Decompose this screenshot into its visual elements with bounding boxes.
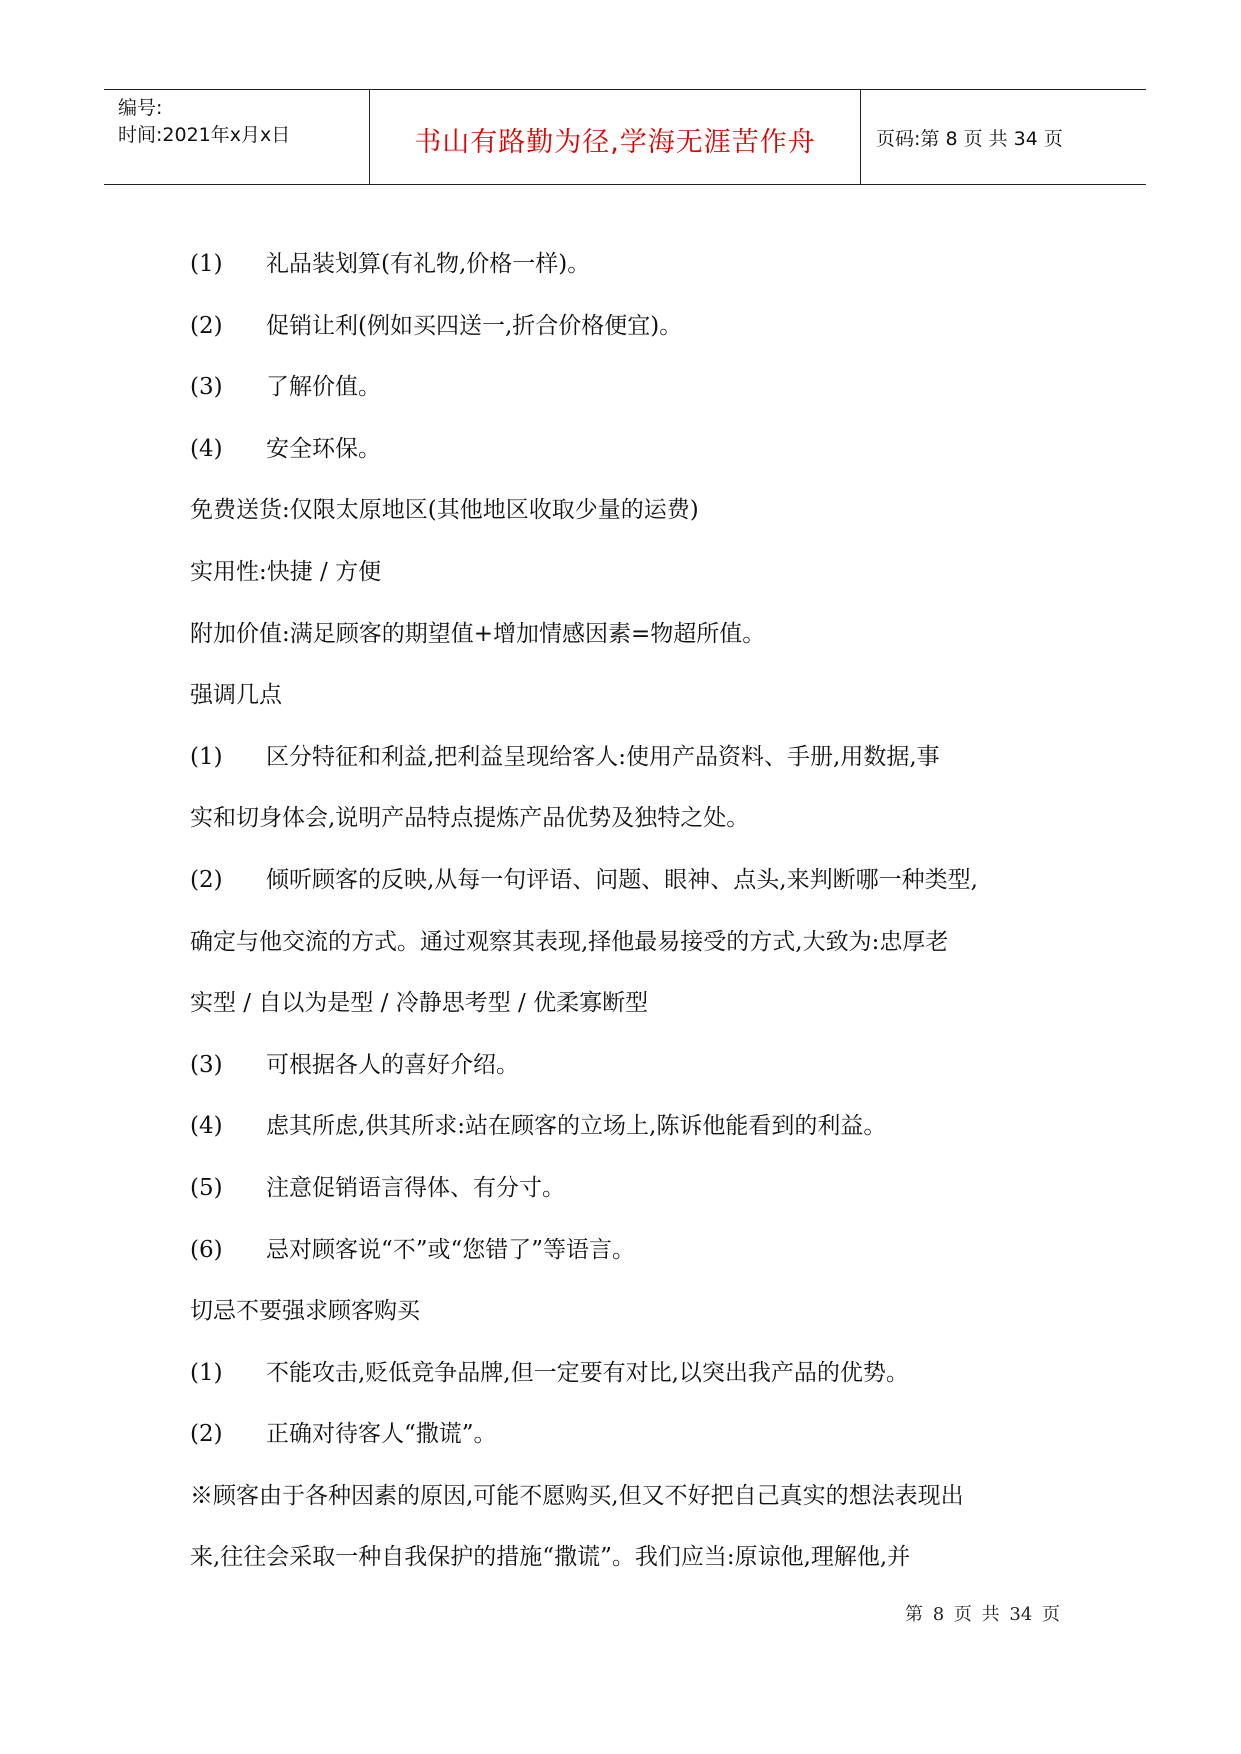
header-page-cell bbox=[861, 90, 1146, 184]
body-line bbox=[190, 480, 1070, 542]
line-text: 实型 / 自以为是型 / 冷静思考型 / 优柔寡断型 bbox=[190, 990, 649, 1017]
list-number: (1) bbox=[190, 743, 223, 770]
line-text: 附加价值:满足顾客的期望值+增加情感因素=物超所值。 bbox=[190, 620, 766, 647]
page-header bbox=[104, 89, 1146, 185]
list-number: (2) bbox=[190, 866, 223, 893]
header-motto: 书山有路勤为径,学海无涯苦作舟 bbox=[414, 127, 816, 158]
list-number: (6) bbox=[190, 1236, 223, 1263]
list-number: (3) bbox=[190, 1051, 223, 1078]
body-line bbox=[190, 419, 1070, 481]
body-line bbox=[190, 1220, 1070, 1282]
body-line bbox=[190, 1404, 1070, 1466]
body-line bbox=[190, 1281, 1070, 1343]
line-text: 区分特征和利益,把利益呈现给客人:使用产品资料、手册,用数据,事 bbox=[266, 743, 940, 770]
line-text: 确定与他交流的方式。通过观察其表现,择他最易接受的方式,大致为:忠厚老 bbox=[190, 928, 949, 955]
body-line bbox=[190, 973, 1070, 1035]
body-line bbox=[190, 604, 1070, 666]
header-motto-cell bbox=[370, 90, 861, 184]
line-text: ※顾客由于各种因素的原因,可能不愿购买,但又不好把自己真实的想法表现出 bbox=[190, 1482, 964, 1509]
document-number-label: 编号: bbox=[118, 97, 163, 119]
line-text: 忌对顾客说“不”或“您错了”等语言。 bbox=[266, 1236, 636, 1263]
body-line bbox=[190, 234, 1070, 296]
body-line bbox=[190, 850, 1070, 912]
line-text: 实和切身体会,说明产品特点提炼产品优势及独特之处。 bbox=[190, 805, 750, 832]
body-line bbox=[190, 296, 1070, 358]
body-line bbox=[190, 727, 1070, 789]
body-line bbox=[190, 1158, 1070, 1220]
list-number: (5) bbox=[190, 1174, 223, 1201]
header-meta-cell bbox=[104, 90, 370, 184]
list-number: (2) bbox=[190, 312, 223, 339]
line-text: 不能攻击,贬低竞争品牌,但一定要有对比,以突出我产品的优势。 bbox=[266, 1359, 909, 1386]
header-page-info: 页码:第 8 页 共 34 页 bbox=[876, 128, 1063, 150]
list-number: (4) bbox=[190, 435, 223, 462]
list-number: (4) bbox=[190, 1113, 223, 1140]
line-text: 切忌不要强求顾客购买 bbox=[190, 1298, 420, 1325]
page-footer: 第 8 页 共 34 页 bbox=[905, 1604, 1060, 1625]
body-line bbox=[190, 542, 1070, 604]
line-text: 强调几点 bbox=[190, 682, 282, 709]
list-number: (1) bbox=[190, 1359, 223, 1386]
body-line bbox=[190, 665, 1070, 727]
body-line bbox=[190, 912, 1070, 974]
body-line bbox=[190, 357, 1070, 419]
line-text: 虑其所虑,供其所求:站在顾客的立场上,陈诉他能看到的利益。 bbox=[266, 1113, 887, 1140]
line-text: 倾听顾客的反映,从每一句评语、问题、眼神、点头,来判断哪一种类型, bbox=[266, 866, 978, 893]
line-text: 注意促销语言得体、有分寸。 bbox=[266, 1174, 565, 1201]
line-text: 安全环保。 bbox=[266, 435, 381, 462]
body-line bbox=[190, 1343, 1070, 1405]
line-text: 礼品装划算(有礼物,价格一样)。 bbox=[266, 251, 591, 277]
list-number: (2) bbox=[190, 1421, 223, 1448]
line-text: 了解价值。 bbox=[266, 374, 381, 401]
line-text: 正确对待客人“撒谎”。 bbox=[266, 1421, 497, 1448]
body-line bbox=[190, 1096, 1070, 1158]
list-number: (1) bbox=[190, 251, 223, 277]
document-time-label: 时间:2021年x月x日 bbox=[118, 124, 291, 146]
document-body bbox=[190, 234, 1070, 1589]
line-text: 实用性:快捷 / 方便 bbox=[190, 558, 382, 585]
body-line bbox=[190, 1466, 1070, 1528]
line-text: 来,往往会采取一种自我保护的措施“撒谎”。我们应当:原谅他,理解他,并 bbox=[190, 1544, 911, 1571]
line-text: 促销让利(例如买四送一,折合价格便宜)。 bbox=[266, 312, 683, 339]
line-text: 免费送货:仅限太原地区(其他地区收取少量的运费) bbox=[190, 497, 699, 524]
body-line bbox=[190, 788, 1070, 850]
body-line bbox=[190, 1035, 1070, 1097]
body-line bbox=[190, 1527, 1070, 1589]
line-text: 可根据各人的喜好介绍。 bbox=[266, 1051, 519, 1078]
list-number: (3) bbox=[190, 374, 223, 401]
